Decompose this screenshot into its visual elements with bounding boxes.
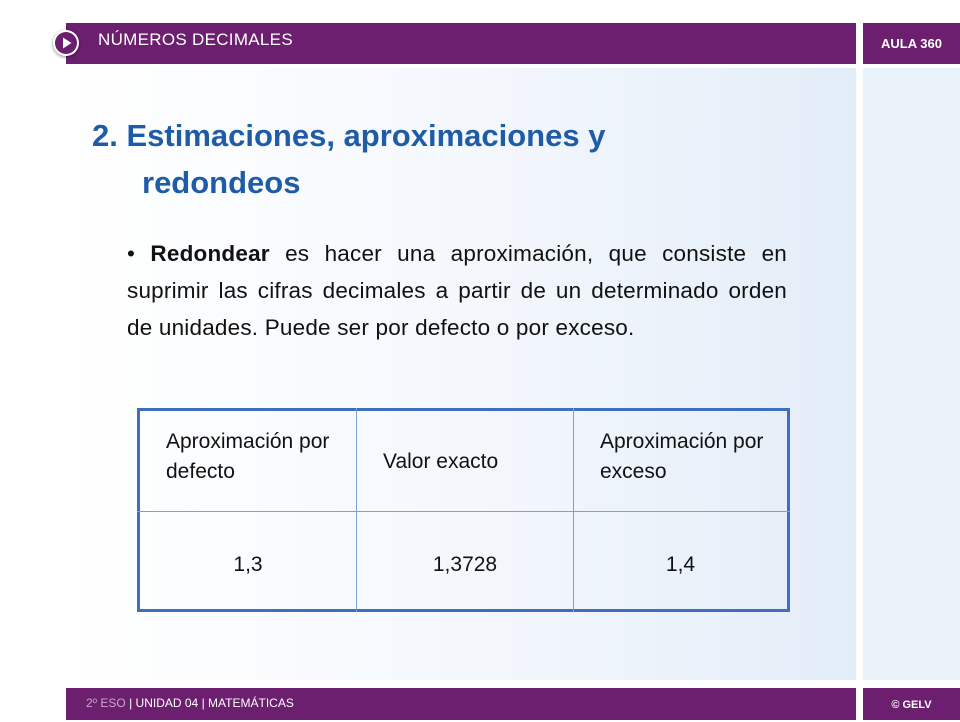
table-divider [356,408,357,612]
slide-title-line-2: redondeos [142,165,301,200]
definition-paragraph [127,235,787,346]
definition-text: es hacer una aproximación, que consiste en suprimir las cifras decimales a partir de un determinado orden de unidades. Puede ser por defecto o por exceso. [127,241,788,340]
play-button[interactable] [53,30,79,56]
aula-label: AULA 360 [881,36,942,51]
table-header-exceso: Aproximación por exceso [600,430,764,483]
play-icon [53,30,79,56]
footer-unit: UNIDAD 04 [135,696,199,710]
bullet-marker: • [127,241,136,266]
footer-info [86,696,294,710]
slide-title [92,112,792,206]
table-cell-exceso: 1,4 [665,553,696,576]
footer-course: 2º ESO [86,696,126,710]
side-panel [863,68,960,680]
table-cell-exacto: 1,3728 [432,553,498,576]
footer-separator: | [201,696,205,710]
table-header-exacto: Valor exacto [383,450,499,473]
definition-term: Redondear [150,241,270,266]
table-cell-defecto: 1,3 [233,553,263,576]
copyright-label: © GELV [891,699,932,711]
table-header-defecto: Aproximación por defecto [166,430,330,483]
section-title: NÚMEROS DECIMALES [98,30,293,49]
footer-separator: | [129,696,133,710]
slide-title-line-1: 2. Estimaciones, aproximaciones y [92,118,606,153]
footer-subject: MATEMÁTICAS [208,696,294,710]
table-divider [137,511,790,512]
table-divider [573,408,574,612]
